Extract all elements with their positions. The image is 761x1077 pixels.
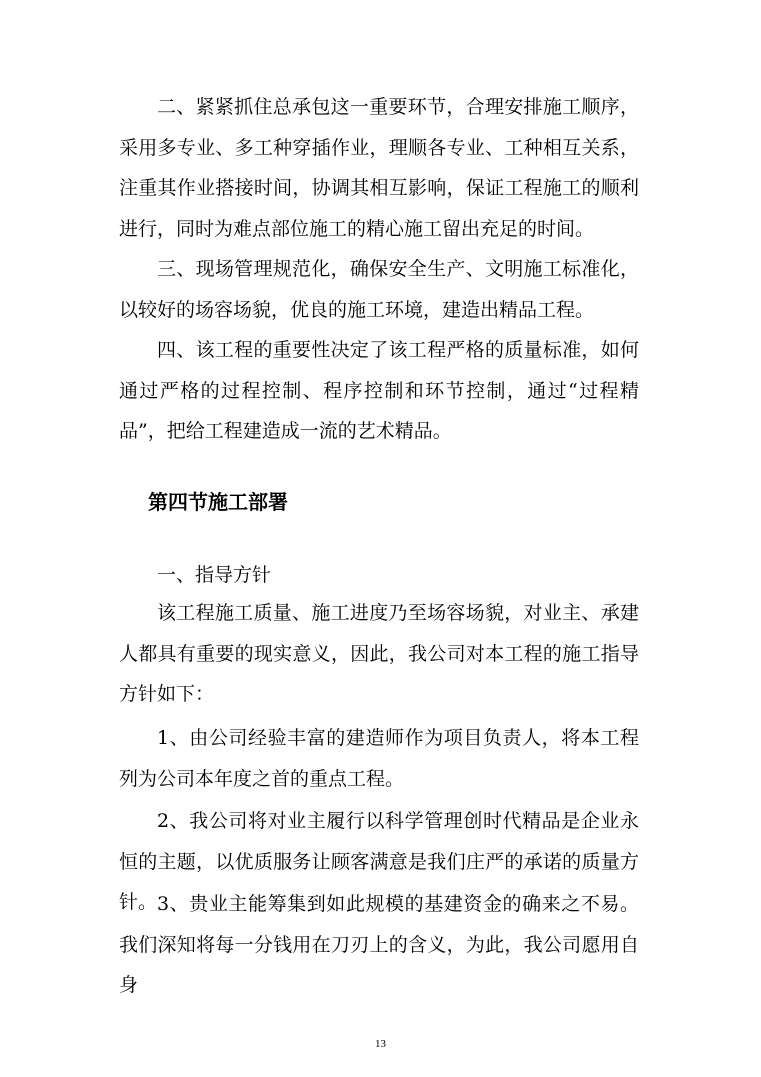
page-number: 13 (375, 1038, 386, 1050)
paragraph-construction-sequence: 二、紧紧抓住总承包这一重要环节，合理安排施工顺序，采用多专业、多工种穿插作业，理顺各专业、工种相互关系，注重其作业搭接时间，协调其相互影响，保证工程施工的顺利进行，同时为难点部位施工的精心施工留出充足的时间。 (119, 96, 639, 240)
paragraph-item-3: 3、贵业主能筹集到如此规模的基建资金的确来之不易。我们深知将每一分钱用在刀刃上的含义，为此，我公司愿用自身 (119, 893, 639, 996)
paragraph-item-2: 2、我公司将对业主履行以科学管理创时代精品是企业永恒的主题，以优质服务让顾客满意是我们庄严的承诺的质量方针。 (119, 810, 639, 913)
section-heading: 第四节施工部署 (148, 490, 288, 514)
subheading-guiding-principles: 一、指导方针 (157, 564, 272, 586)
paragraph-guiding-intro: 该工程施工质量、施工进度乃至场容场貌，对业主、承建人都具有重要的现实意义，因此，我公司对本工程的施工指导方针如下： (119, 602, 639, 705)
paragraph-item-1: 1、由公司经验丰富的建造师作为项目负责人，将本工程列为公司本年度之首的重点工程。 (119, 727, 639, 790)
paragraph-site-management: 三、现场管理规范化，确保安全生产、文明施工标准化，以较好的场容场貌，优良的施工环境，建造出精品工程。 (119, 258, 639, 321)
paragraph-quality-standard: 四、该工程的重要性决定了该工程严格的质量标准，如何通过严格的过程控制、程序控制和环节控制，通过“过程精品”，把给工程建造成一流的艺术精品。 (119, 339, 639, 442)
